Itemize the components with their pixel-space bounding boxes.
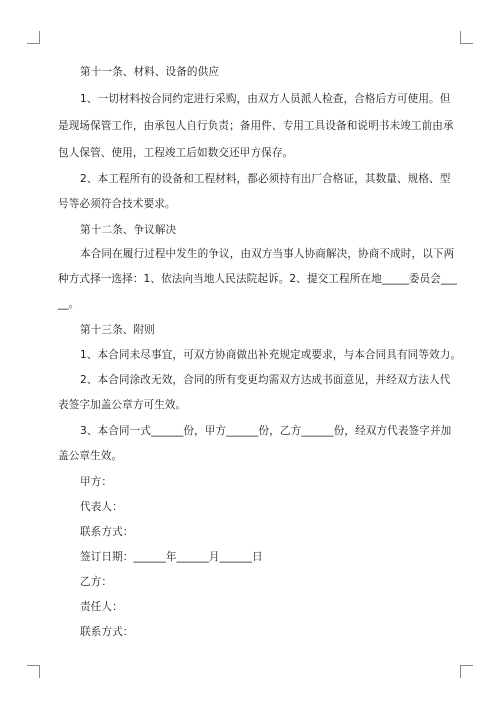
paragraph-line: 是现场保管工作，由承包人自行负责；备用件、专用工具设备和说明书未竣工前由承 bbox=[58, 120, 454, 132]
paragraph-line: 2、本工程所有的设备和工程材料，都必须持有出厂合格证，其数量、规格、型 bbox=[80, 173, 451, 185]
crop-mark-bottom-right bbox=[460, 665, 473, 678]
section-heading-12: 第十二条、争议解决 bbox=[80, 224, 177, 236]
paragraph-line: __。 bbox=[58, 298, 80, 310]
paragraph-line: 本合同在履行过程中发生的争议，由双方当事人协商解决，协商不成时，以下两 bbox=[80, 248, 455, 260]
paragraph-line: 2、本合同涂改无效，合同的所有变更均需双方达成书面意见，并经双方法人代 bbox=[80, 374, 451, 386]
paragraph-line: 表签字加盖公章方可生效。 bbox=[58, 399, 187, 411]
signing-date-label: 签订日期：______年______月______日 bbox=[80, 551, 263, 563]
paragraph-line: 1、一切材料按合同约定进行采购，由双方人员派人检查，合格后方可使用。但 bbox=[80, 93, 451, 105]
responsible-person-label: 责任人： bbox=[80, 601, 123, 613]
paragraph-line: 包人保管、使用，工程竣工后如数交还甲方保存。 bbox=[58, 147, 294, 159]
paragraph-line: 号等必须符合技术要求。 bbox=[58, 198, 176, 210]
contact-label: 联系方式： bbox=[80, 526, 134, 538]
crop-mark-top-left bbox=[27, 31, 40, 44]
section-heading-11: 第十一条、材料、设备的供应 bbox=[80, 66, 220, 78]
paragraph-line: 盖公章生效。 bbox=[58, 450, 123, 462]
party-a-label: 甲方： bbox=[80, 476, 113, 488]
paragraph-line: 种方式择一选择：1、依法向当地人民法院起诉。2、提交工程所在地_____委员会___ bbox=[58, 273, 458, 285]
party-b-label: 乙方： bbox=[80, 576, 113, 588]
paragraph-line: 1、本合同未尽事宜，可双方协商做出补充规定或要求，与本合同具有同等效力。 bbox=[80, 349, 462, 361]
section-heading-13: 第十三条、附则 bbox=[80, 324, 155, 336]
representative-label: 代表人： bbox=[80, 501, 123, 513]
paragraph-line: 3、本合同一式______份，甲方______份，乙方______份，经双方代表签字并加 bbox=[80, 425, 452, 437]
contact-label: 联系方式： bbox=[80, 626, 134, 638]
crop-mark-top-right bbox=[460, 31, 473, 44]
crop-mark-bottom-left bbox=[27, 665, 40, 678]
